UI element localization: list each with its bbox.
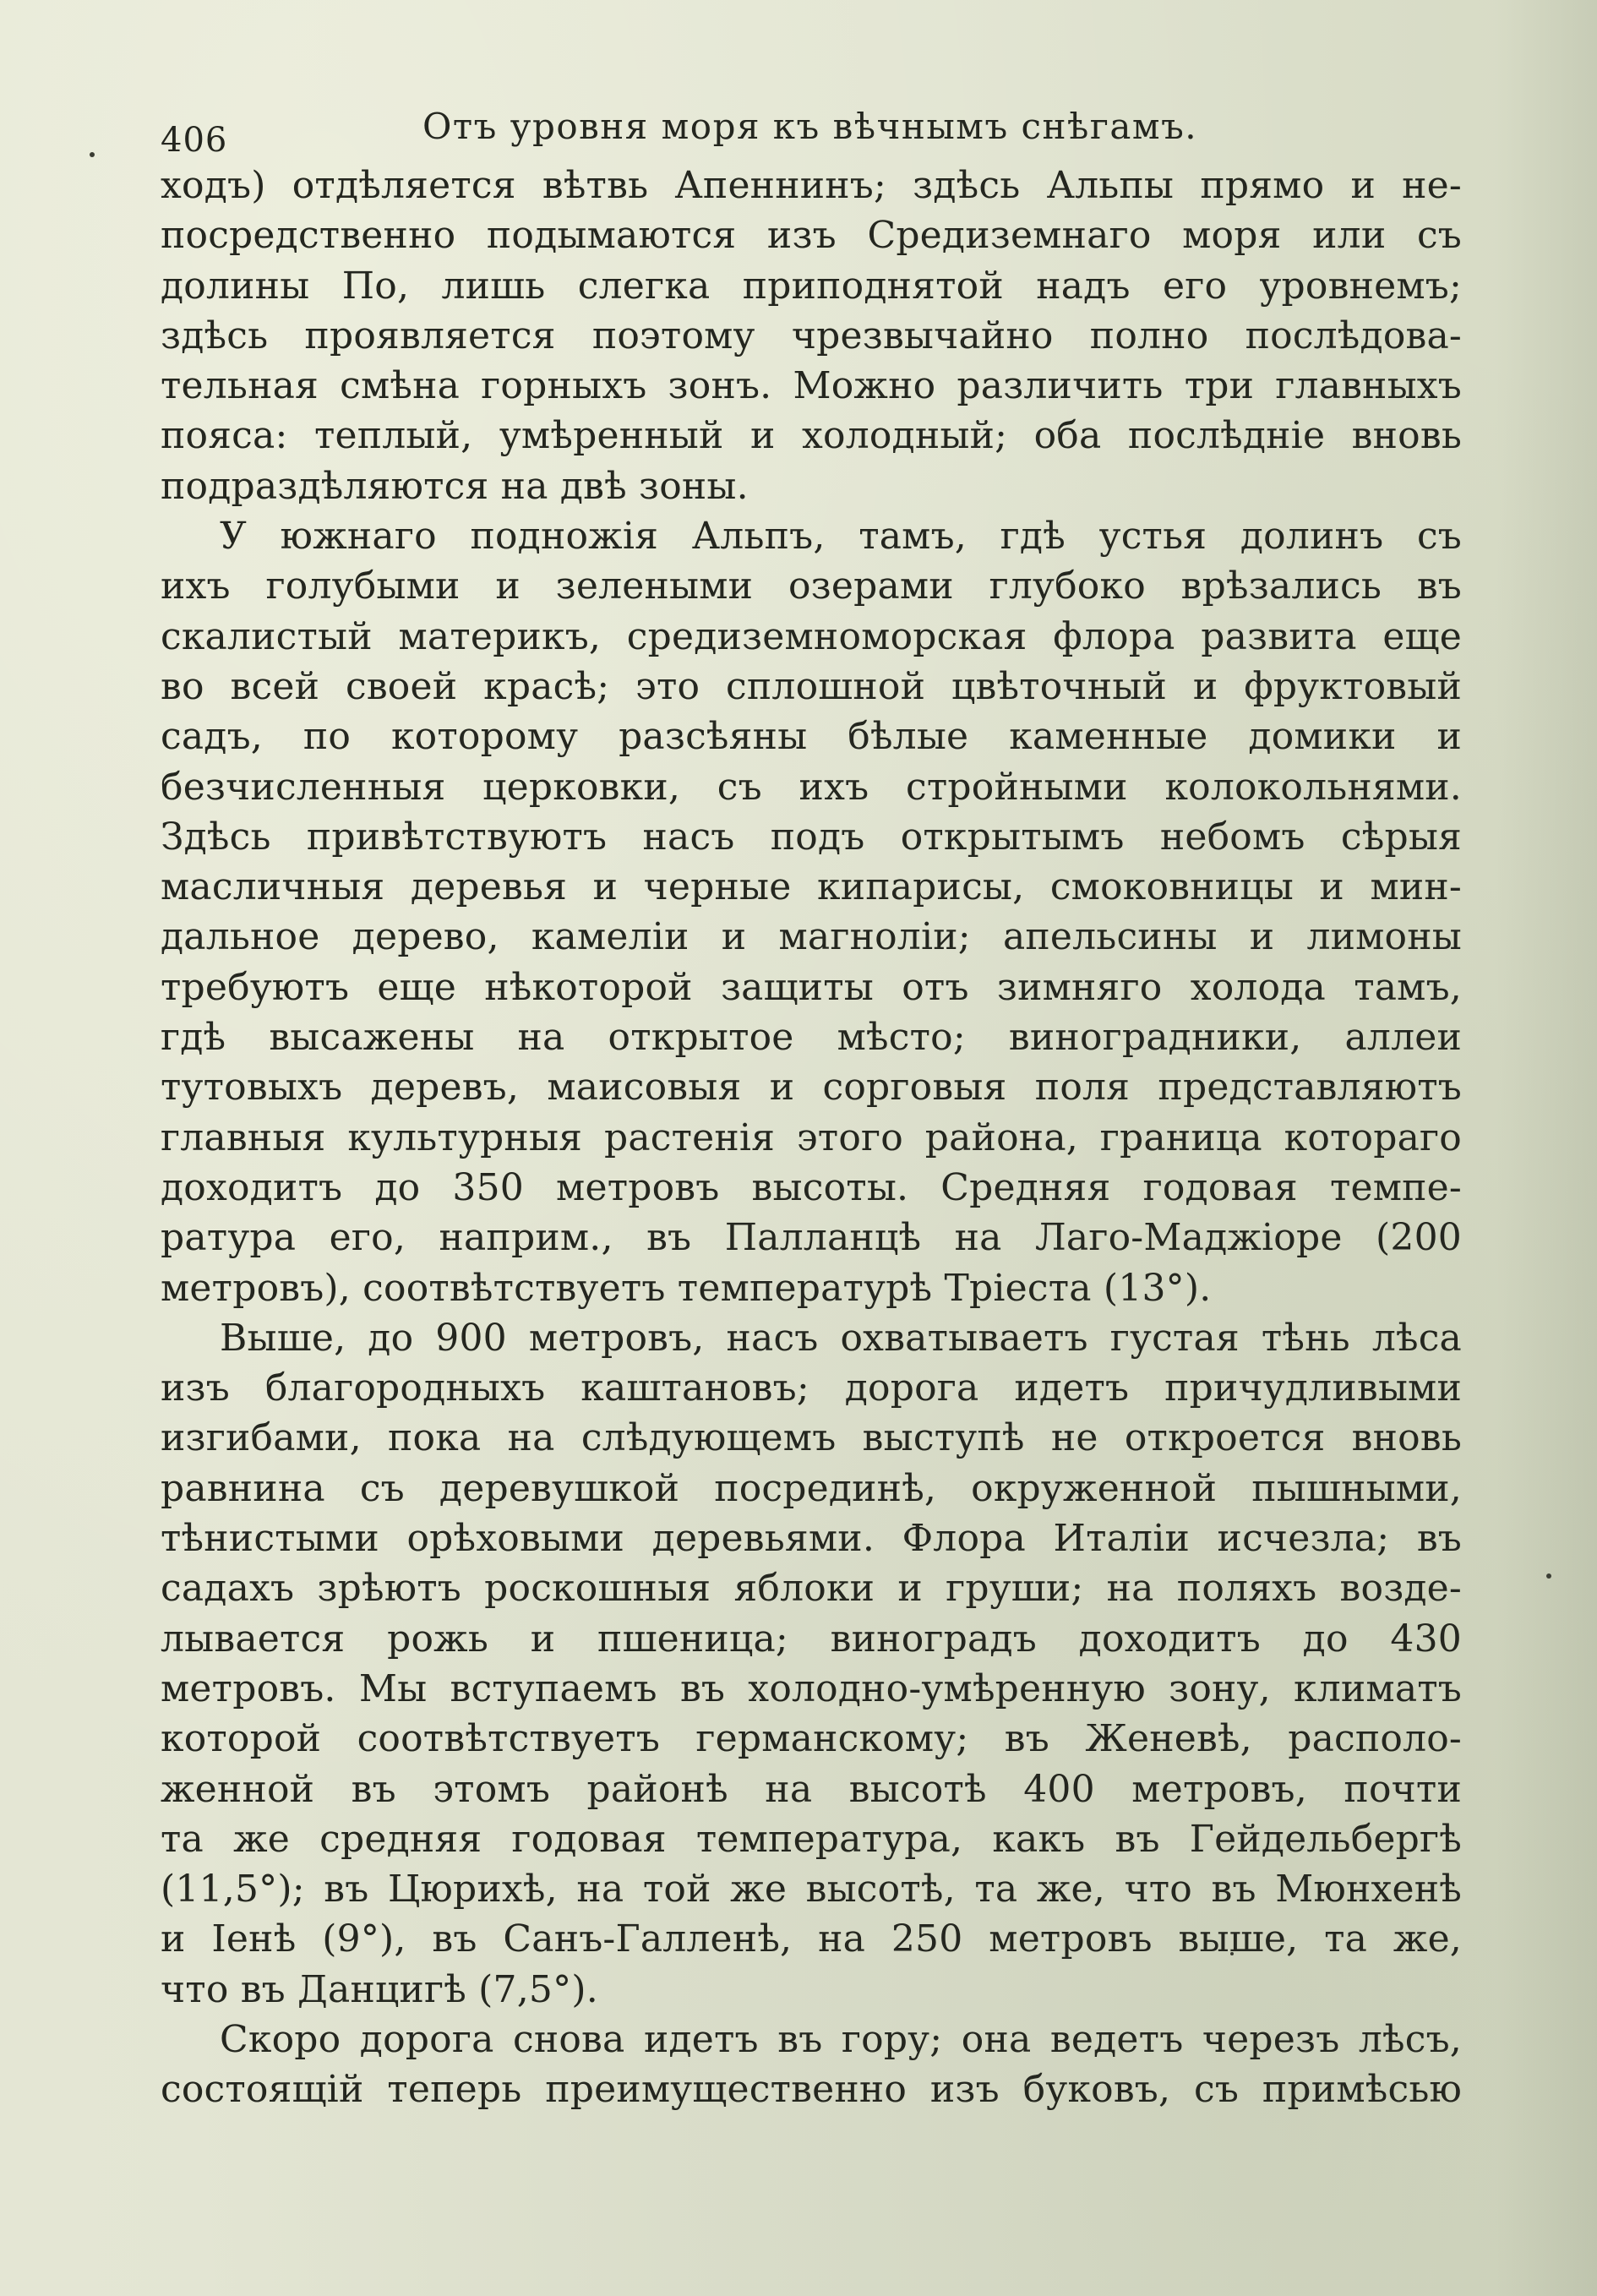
text-line: дальное дерево, камеліи и магноліи; апельсины и лимоны [161,915,1462,959]
text-line: изъ благородныхъ каштановъ; дорога идетъ причудливыми [161,1366,1462,1410]
text-line: скалистый материкъ, средиземноморская флора развита еще [161,614,1462,658]
print-speck [1546,1573,1551,1579]
text-line: что въ Данцигѣ (7,5°). [161,1967,598,2011]
paragraph [161,2015,1462,2115]
text-line: ходъ) отдѣляется вѣтвь Апеннинъ; здѣсь Альпы прямо и не- [161,164,1462,207]
text-line: лывается рожь и пшеница; виноградъ доходитъ до 430 [161,1617,1462,1661]
text-line: которой соотвѣтствуетъ германскому; въ Женевѣ, располо- [161,1717,1462,1761]
paragraph [161,1313,1462,2015]
text-line: тутовыхъ деревъ, маисовыя и сорговыя поля представляютъ [161,1066,1462,1110]
text-line: садахъ зрѣютъ роскошныя яблоки и груши; на поляхъ возде- [161,1567,1462,1611]
text-line: та же средняя годовая температура, какъ въ Гейдельбергѣ [161,1817,1462,1861]
text-line: Скоро дорога снова идетъ въ гору; она ведетъ черезъ лѣсъ, [220,2017,1462,2061]
paragraph [161,161,1462,511]
text-line: Выше, до 900 метровъ, насъ охватываетъ густая тѣнь лѣса [220,1316,1462,1360]
text-line: пояса: теплый, умѣренный и холодный; оба послѣдніе вновь [161,414,1462,458]
body-text [161,161,1462,2115]
text-line: ратура его, наприм., въ Палланцѣ на Лаго-Маджіоре (200 [161,1216,1462,1260]
text-line: состоящій теперь преимущественно изъ буковъ, съ примѣсью [161,2068,1462,2112]
text-line: и Іенѣ (9°), въ Санъ-Галленѣ, на 250 метровъ выше, та же, [161,1917,1462,1961]
print-speck [90,152,95,157]
page-number: 406 [161,121,228,160]
text-line: подраздѣляются на двѣ зоны. [161,464,749,508]
text-line: здѣсь проявляется поэтому чрезвычайно полно послѣдова- [161,314,1462,357]
page-edge-shadow [1496,0,1597,2296]
text-line: долины По, лишь слегка приподнятой надъ его уровнемъ; [161,264,1462,308]
text-line: масличныя деревья и черные кипарисы, смоковницы и мин- [161,865,1462,909]
text-line: посредственно подымаются изъ Средиземнаго моря или съ [161,214,1462,258]
paragraph [161,511,1462,1313]
text-line: главныя культурныя растенія этого района, граница котораго [161,1115,1462,1159]
text-line: (11,5°); въ Цюрихѣ, на той же высотѣ, та же, что въ Мюнхенѣ [161,1868,1462,1912]
text-line: безчисленныя церковки, съ ихъ стройными колокольнями. [161,765,1462,809]
text-line: ихъ голубыми и зелеными озерами глубоко врѣзались въ [161,564,1462,608]
text-line: во всей своей красѣ; это сплошной цвѣточный и фруктовый [161,664,1462,708]
text-line: Здѣсь привѣтствуютъ насъ подъ открытымъ небомъ сѣрыя [161,815,1462,859]
text-line: доходитъ до 350 метровъ высоты. Средняя годовая темпе- [161,1165,1462,1209]
text-line: метровъ), соотвѣтствуетъ температурѣ Тріеста (13°). [161,1266,1212,1310]
text-line: тельная смѣна горныхъ зонъ. Можно различить три главныхъ [161,364,1462,408]
text-line: метровъ. Мы вступаемъ въ холодно-умѣренную зону, климатъ [161,1666,1462,1710]
text-line: женной въ этомъ районѣ на высотѣ 400 метровъ, почти [161,1767,1462,1811]
running-head [152,97,1453,160]
text-line: изгибами, пока на слѣдующемъ выступѣ не откроется вновь [161,1416,1462,1460]
text-line: тѣнистыми орѣховыми деревьями. Флора Италіи исчезла; въ [161,1517,1462,1561]
text-line: У южнаго подножія Альпъ, тамъ, гдѣ устья долинъ съ [220,515,1462,559]
text-line: требуютъ еще нѣкоторой защиты отъ зимняго холода тамъ, [161,965,1462,1009]
text-line: равнина съ деревушкой посрединѣ, окруженной пышными, [161,1466,1462,1510]
running-title: Отъ уровня моря къ вѣчнымъ снѣгамъ. [422,106,1198,147]
text-line: садъ, по которому разсѣяны бѣлые каменные домики и [161,715,1462,759]
text-line: гдѣ высажены на открытое мѣсто; виноградники, аллеи [161,1016,1462,1060]
